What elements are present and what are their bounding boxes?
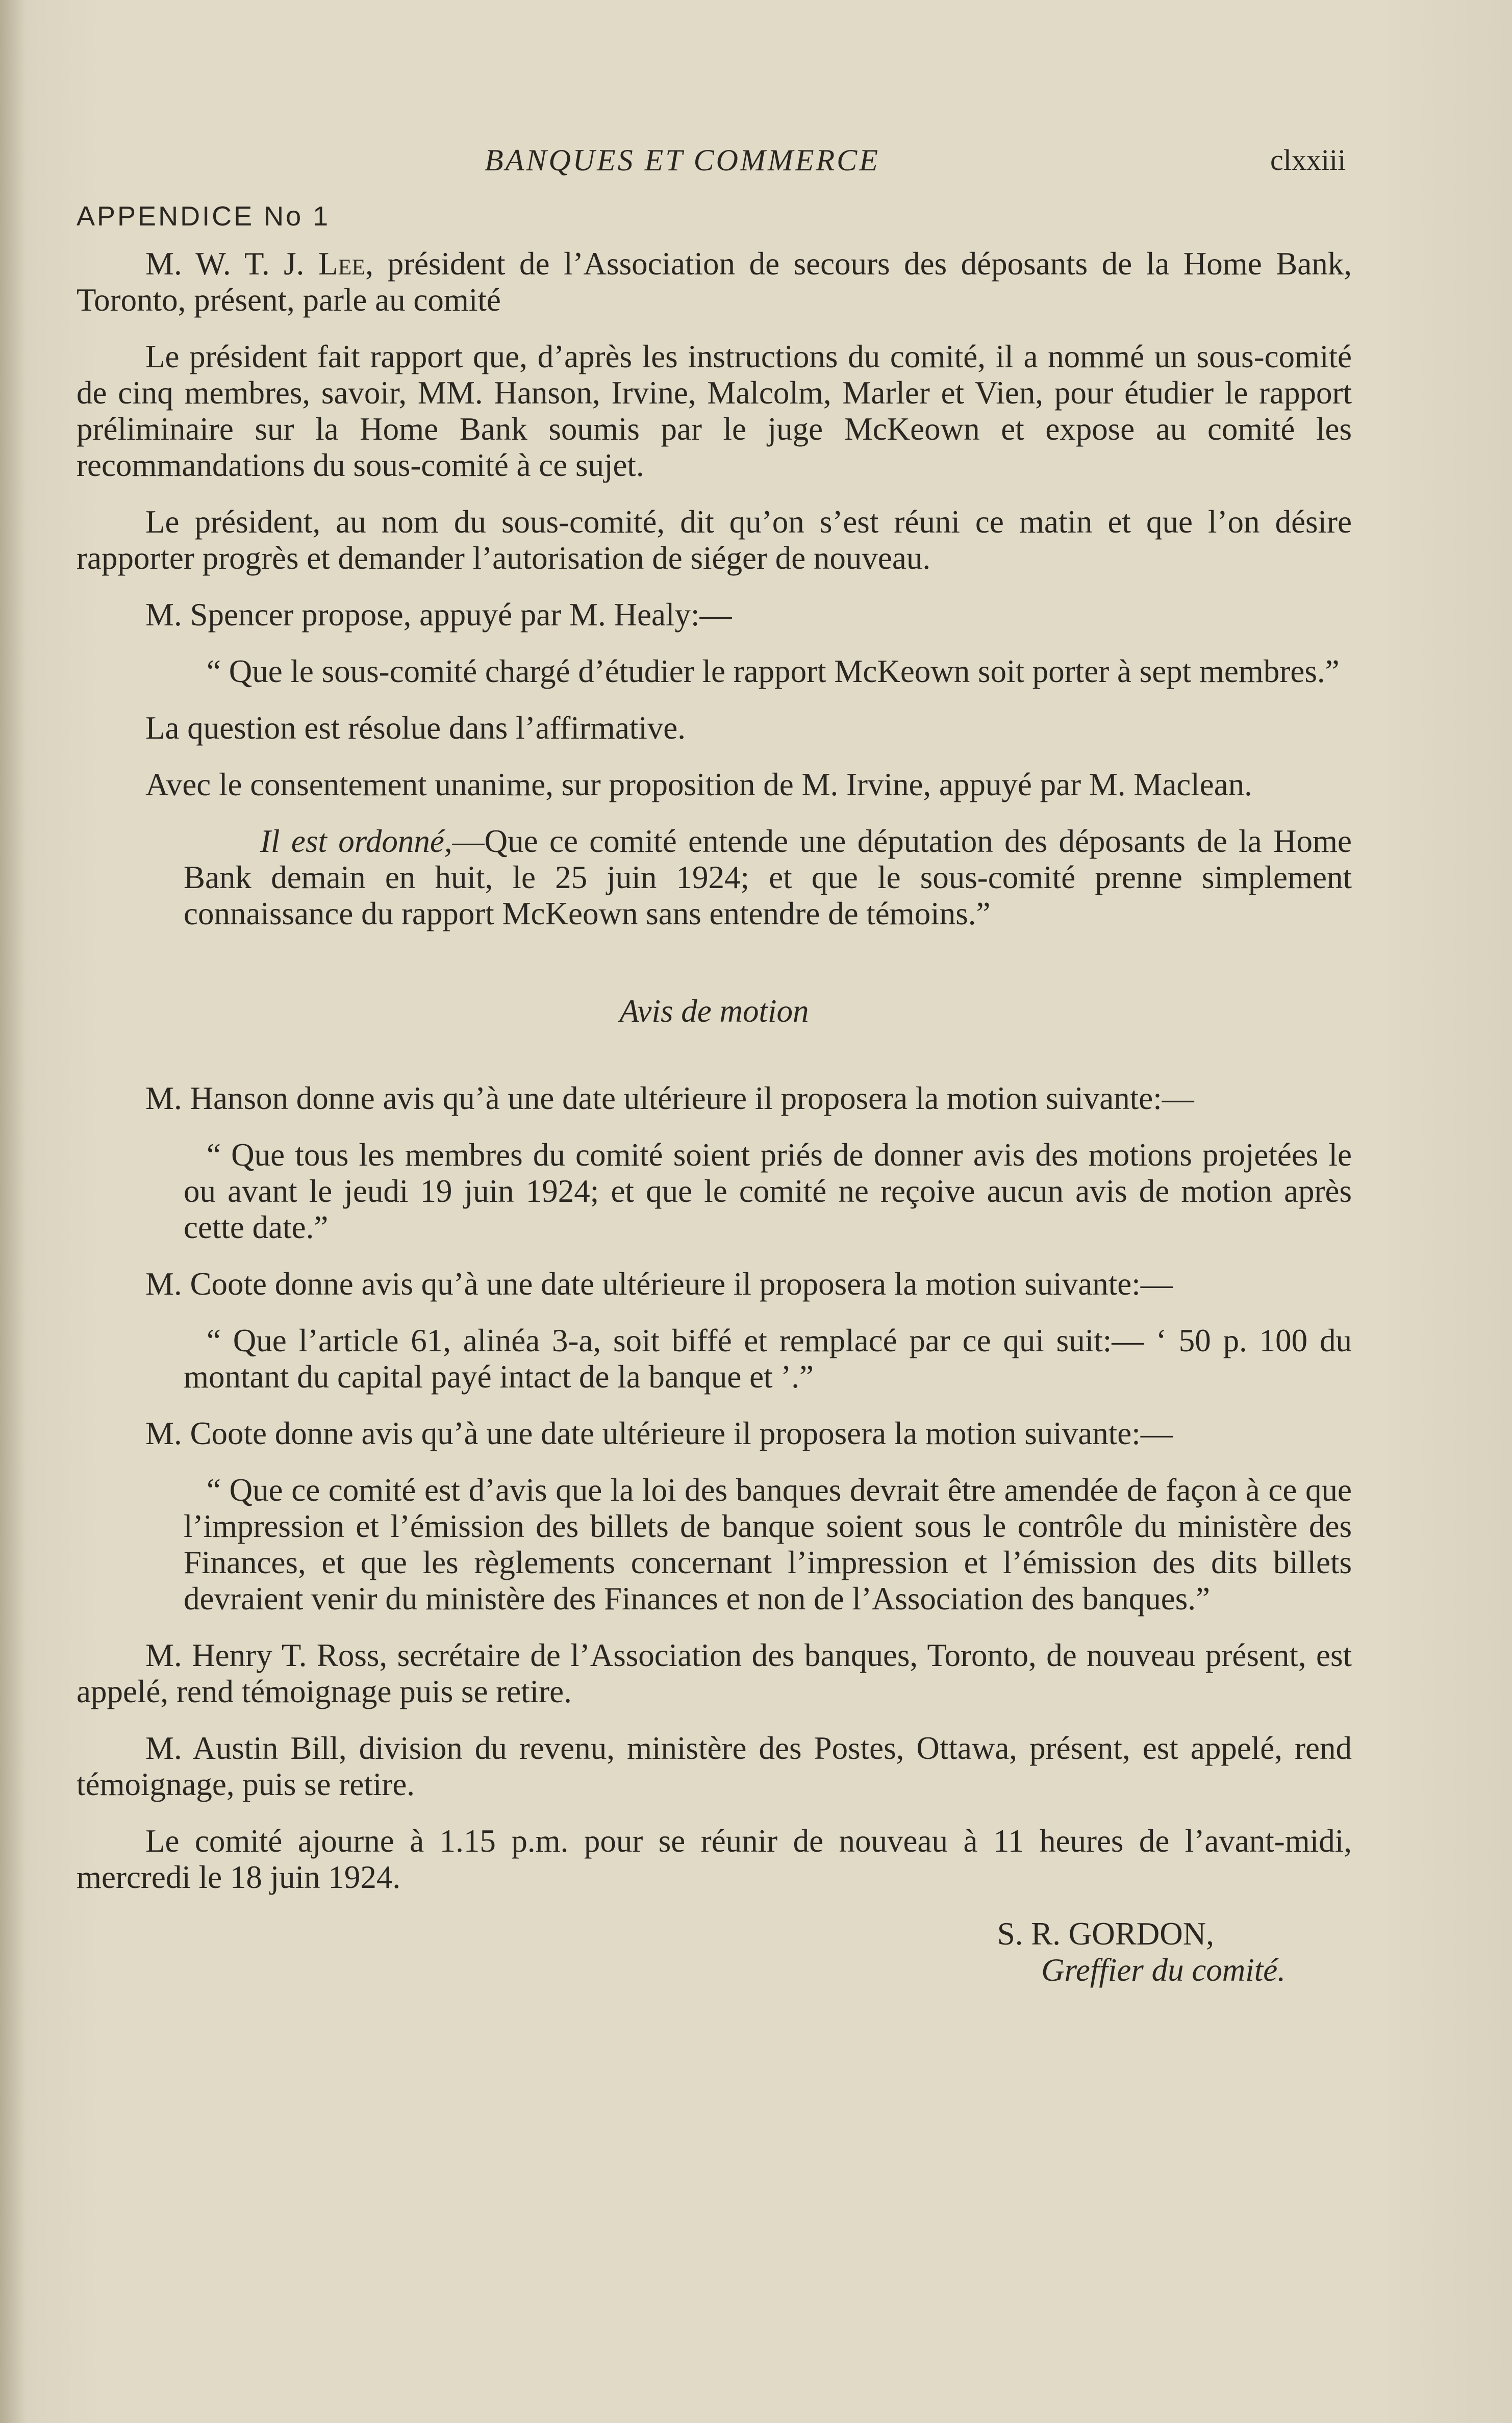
quote-coote-motion-1: “ Que l’article 61, alinéa 3-a, soit biffé et remplacé par ce qui suit:— ‘ 50 p. 100 du montant du capital payé intact de la banque et ’.” [184,1323,1352,1395]
paragraph-coote-notice-2: M. Coote donne avis qu’à une date ultérieure il proposera la motion suivante:— [145,1416,1173,1451]
paragraph-affirmative: La question est résolue dans l’affirmative. [145,710,686,746]
running-header [0,138,1512,184]
quote-coote-motion-2: “ Que ce comité est d’avis que la loi des banques devrait être amendée de façon à ce que l’impression et l’émission des billets de banque soient sous le contrôle du ministère des Finances, et que les règlements concernant l’impression et l’émission des dits billets devraient venir du ministère des Finances et non de l’Association des banques.” [184,1472,1352,1617]
order-text: —Que ce comité entende une députation des déposants de la Home Bank demain en huit, le 25 juin 1924; et que le sous-comité prenne simplement connaissance du rapport McKeown sans entendre de témoins.” [184,823,1352,931]
surname-lee: Lee [318,246,366,282]
paragraph-spencer-motion: M. Spencer propose, appuyé par M. Healy:— [145,597,732,633]
appendix-label: APPENDICE No 1 [77,201,331,232]
body-text [77,246,1352,1988]
clerk-name: S. R. GORDON, [997,1916,1214,1952]
paragraph-adjournment: Le comité ajourne à 1.15 p.m. pour se réunir de nouveau à 11 heures de l’avant-midi, mercredi le 18 juin 1924. [77,1823,1352,1895]
section-heading-notice-of-motion: Avis de motion [619,993,809,1029]
running-title: BANQUES ET COMMERCE [485,143,880,177]
paragraph-president-progress: Le président, au nom du sous-comité, dit qu’on s’est réuni ce matin et que l’on désire rapporter progrès et demander l’autorisation de siéger de nouveau. [77,504,1352,576]
paragraph-ross-testimony: M. Henry T. Ross, secrétaire de l’Association des banques, Toronto, de nouveau présent, est appelé, rend témoignage puis se retire. [77,1637,1352,1709]
clerk-title: Greffier du comité. [1041,1952,1286,1988]
signature-block [77,1916,1352,1988]
paragraph-bill-testimony: M. Austin Bill, division du revenu, ministère des Postes, Ottawa, présent, est appelé, rend témoignage, puis se retire. [77,1730,1352,1802]
paragraph-lee: M. W. T. J. Lee, président de l’Association de secours des déposants de la Home Bank, Toronto, présent, parle au comité [77,246,1352,318]
order-paragraph [77,823,1352,932]
quote-hanson-motion: “ Que tous les membres du comité soient priés de donner avis des motions projetées le ou avant le jeudi 19 juin 1924; et que le comité ne reçoive aucun avis de motion après cette date.” [184,1137,1352,1245]
page-number: clxxiii [1270,143,1346,176]
paragraph-subcommittee-report: Le président fait rapport que, d’après les instructions du comité, il a nommé un sous-comité de cinq membres, savoir, MM. Hanson, Irvine, Malcolm, Marler et Vien, pour étudier le rapport préliminaire sur la Home Bank soumis par le juge McKeown et expose au comité les recommandations du sous-comité à ce sujet. [77,339,1352,483]
paragraph-unanimous-consent: Avec le consentement unanime, sur proposition de M. Irvine, appuyé par M. Maclean. [145,767,1252,802]
quote-subcommittee-seven: “ Que le sous-comité chargé d’étudier le rapport McKeown soit porter à sept membres.” [207,653,1340,689]
order-lead: Il est ordonné, [260,823,452,859]
paragraph-hanson-notice: M. Hanson donne avis qu’à une date ultérieure il proposera la motion suivante:— [145,1080,1194,1116]
page-edge-shadow [0,0,26,2423]
paragraph-coote-notice-1: M. Coote donne avis qu’à une date ultérieure il proposera la motion suivante:— [145,1266,1173,1302]
